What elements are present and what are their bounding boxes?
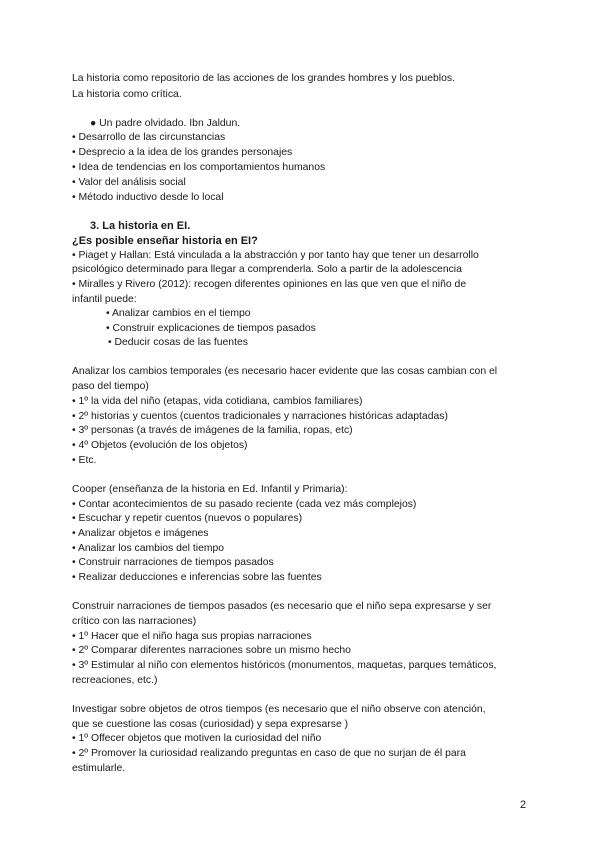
list-item-continuation: recreaciones, etc.) <box>72 675 158 686</box>
list-item: • Método inductivo desde lo local <box>72 192 224 203</box>
list-item: • Contar acontecimientos de su pasado reciente (cada vez más complejos) <box>72 499 417 510</box>
sub-list-item: • Deducir cosas de las fuentes <box>108 337 248 348</box>
investigar-intro-1: Investigar sobre objetos de otros tiempos (es necesario que el niño observe con atención, <box>72 704 486 715</box>
list-item: • 2º Comparar diferentes narraciones sobre un mismo hecho <box>72 645 351 656</box>
list-item: • 1º Hacer que el niño haga sus propias narraciones <box>72 631 312 642</box>
list-item: • Construir narraciones de tiempos pasados <box>72 557 274 568</box>
list-item: • Desarrollo de las circunstancias <box>72 132 226 143</box>
section-heading: 3. La historia en EI. <box>90 220 191 232</box>
list-item: • 3º personas (a través de imágenes de la familia, ropas, etc) <box>72 425 353 436</box>
analizar-intro-1: Analizar los cambios temporales (es necesario hacer evidente que las cosas cambian con el <box>72 366 498 377</box>
list-item: • Desprecio a la idea de los grandes personajes <box>72 147 293 158</box>
ibn-jaldun-title: ● Un padre olvidado. Ibn Jaldun. <box>90 118 241 129</box>
list-item: • 3º Estimular al niño con elementos históricos (monumentos, maquetas, parques temáticos, <box>72 660 497 671</box>
narraciones-intro-2: crítico con las narraciones) <box>72 616 197 627</box>
piaget-line-1: • Piaget y Hallan: Está vinculada a la abstracción y por tanto hay que tener un desarrollo <box>72 250 479 261</box>
list-item: • 4º Objetos (evolución de los objetos) <box>72 440 248 451</box>
list-item: • 1º la vida del niño (etapas, vida cotidiana, cambios familiares) <box>72 396 363 407</box>
list-item: • 1º Offecer objetos que motiven la curiosidad del niño <box>72 733 322 744</box>
piaget-line-2: psicológico determinado para llegar a comprenderla. Solo a partir de la adolescencia <box>72 264 462 275</box>
list-item: • Realizar deducciones e inferencias sobre las fuentes <box>72 572 322 583</box>
narraciones-intro-1: Construir narraciones de tiempos pasados (es necesario que el niño sepa expresarse y ser <box>72 601 492 612</box>
list-item: • Idea de tendencias en los comportamientos humanos <box>72 162 326 173</box>
section-question: ¿Es posible enseñar historia en EI? <box>72 235 258 247</box>
list-item: • Escuchar y repetir cuentos (nuevos o populares) <box>72 513 303 524</box>
intro-line-2: La historia como crítica. <box>72 89 182 100</box>
investigar-intro-2: que se cuestione las cosas (curiosidad) y sepa expresarse ) <box>72 719 349 730</box>
miralles-line-2: infantil puede: <box>72 294 137 305</box>
list-item: • Etc. <box>72 455 97 466</box>
intro-line-1: La historia como repositorio de las acciones de los grandes hombres y los pueblos. <box>72 73 455 84</box>
list-item: • Valor del análisis social <box>72 177 186 188</box>
sub-list-item: • Analizar cambios en el tiempo <box>106 308 251 319</box>
sub-list-item: • Construir explicaciones de tiempos pasados <box>106 323 316 334</box>
list-item: • 2º Promover la curiosidad realizando preguntas en caso de que no surjan de él para <box>72 748 466 759</box>
list-item: • 2º historias y cuentos (cuentos tradicionales y narraciones históricas adaptadas) <box>72 411 448 422</box>
analizar-intro-2: paso del tiempo) <box>72 381 149 392</box>
cooper-intro: Cooper (enseñanza de la historia en Ed. Infantil y Primaria): <box>72 484 348 495</box>
list-item: • Analizar los cambios del tiempo <box>72 543 225 554</box>
list-item: • Analizar objetos e imágenes <box>72 528 209 539</box>
list-item-continuation: estimularle. <box>72 763 126 774</box>
page-number: 2 <box>520 799 527 811</box>
miralles-line-1: • Miralles y Rivero (2012): recogen diferentes opiniones en las que ven que el niño de <box>72 279 467 290</box>
